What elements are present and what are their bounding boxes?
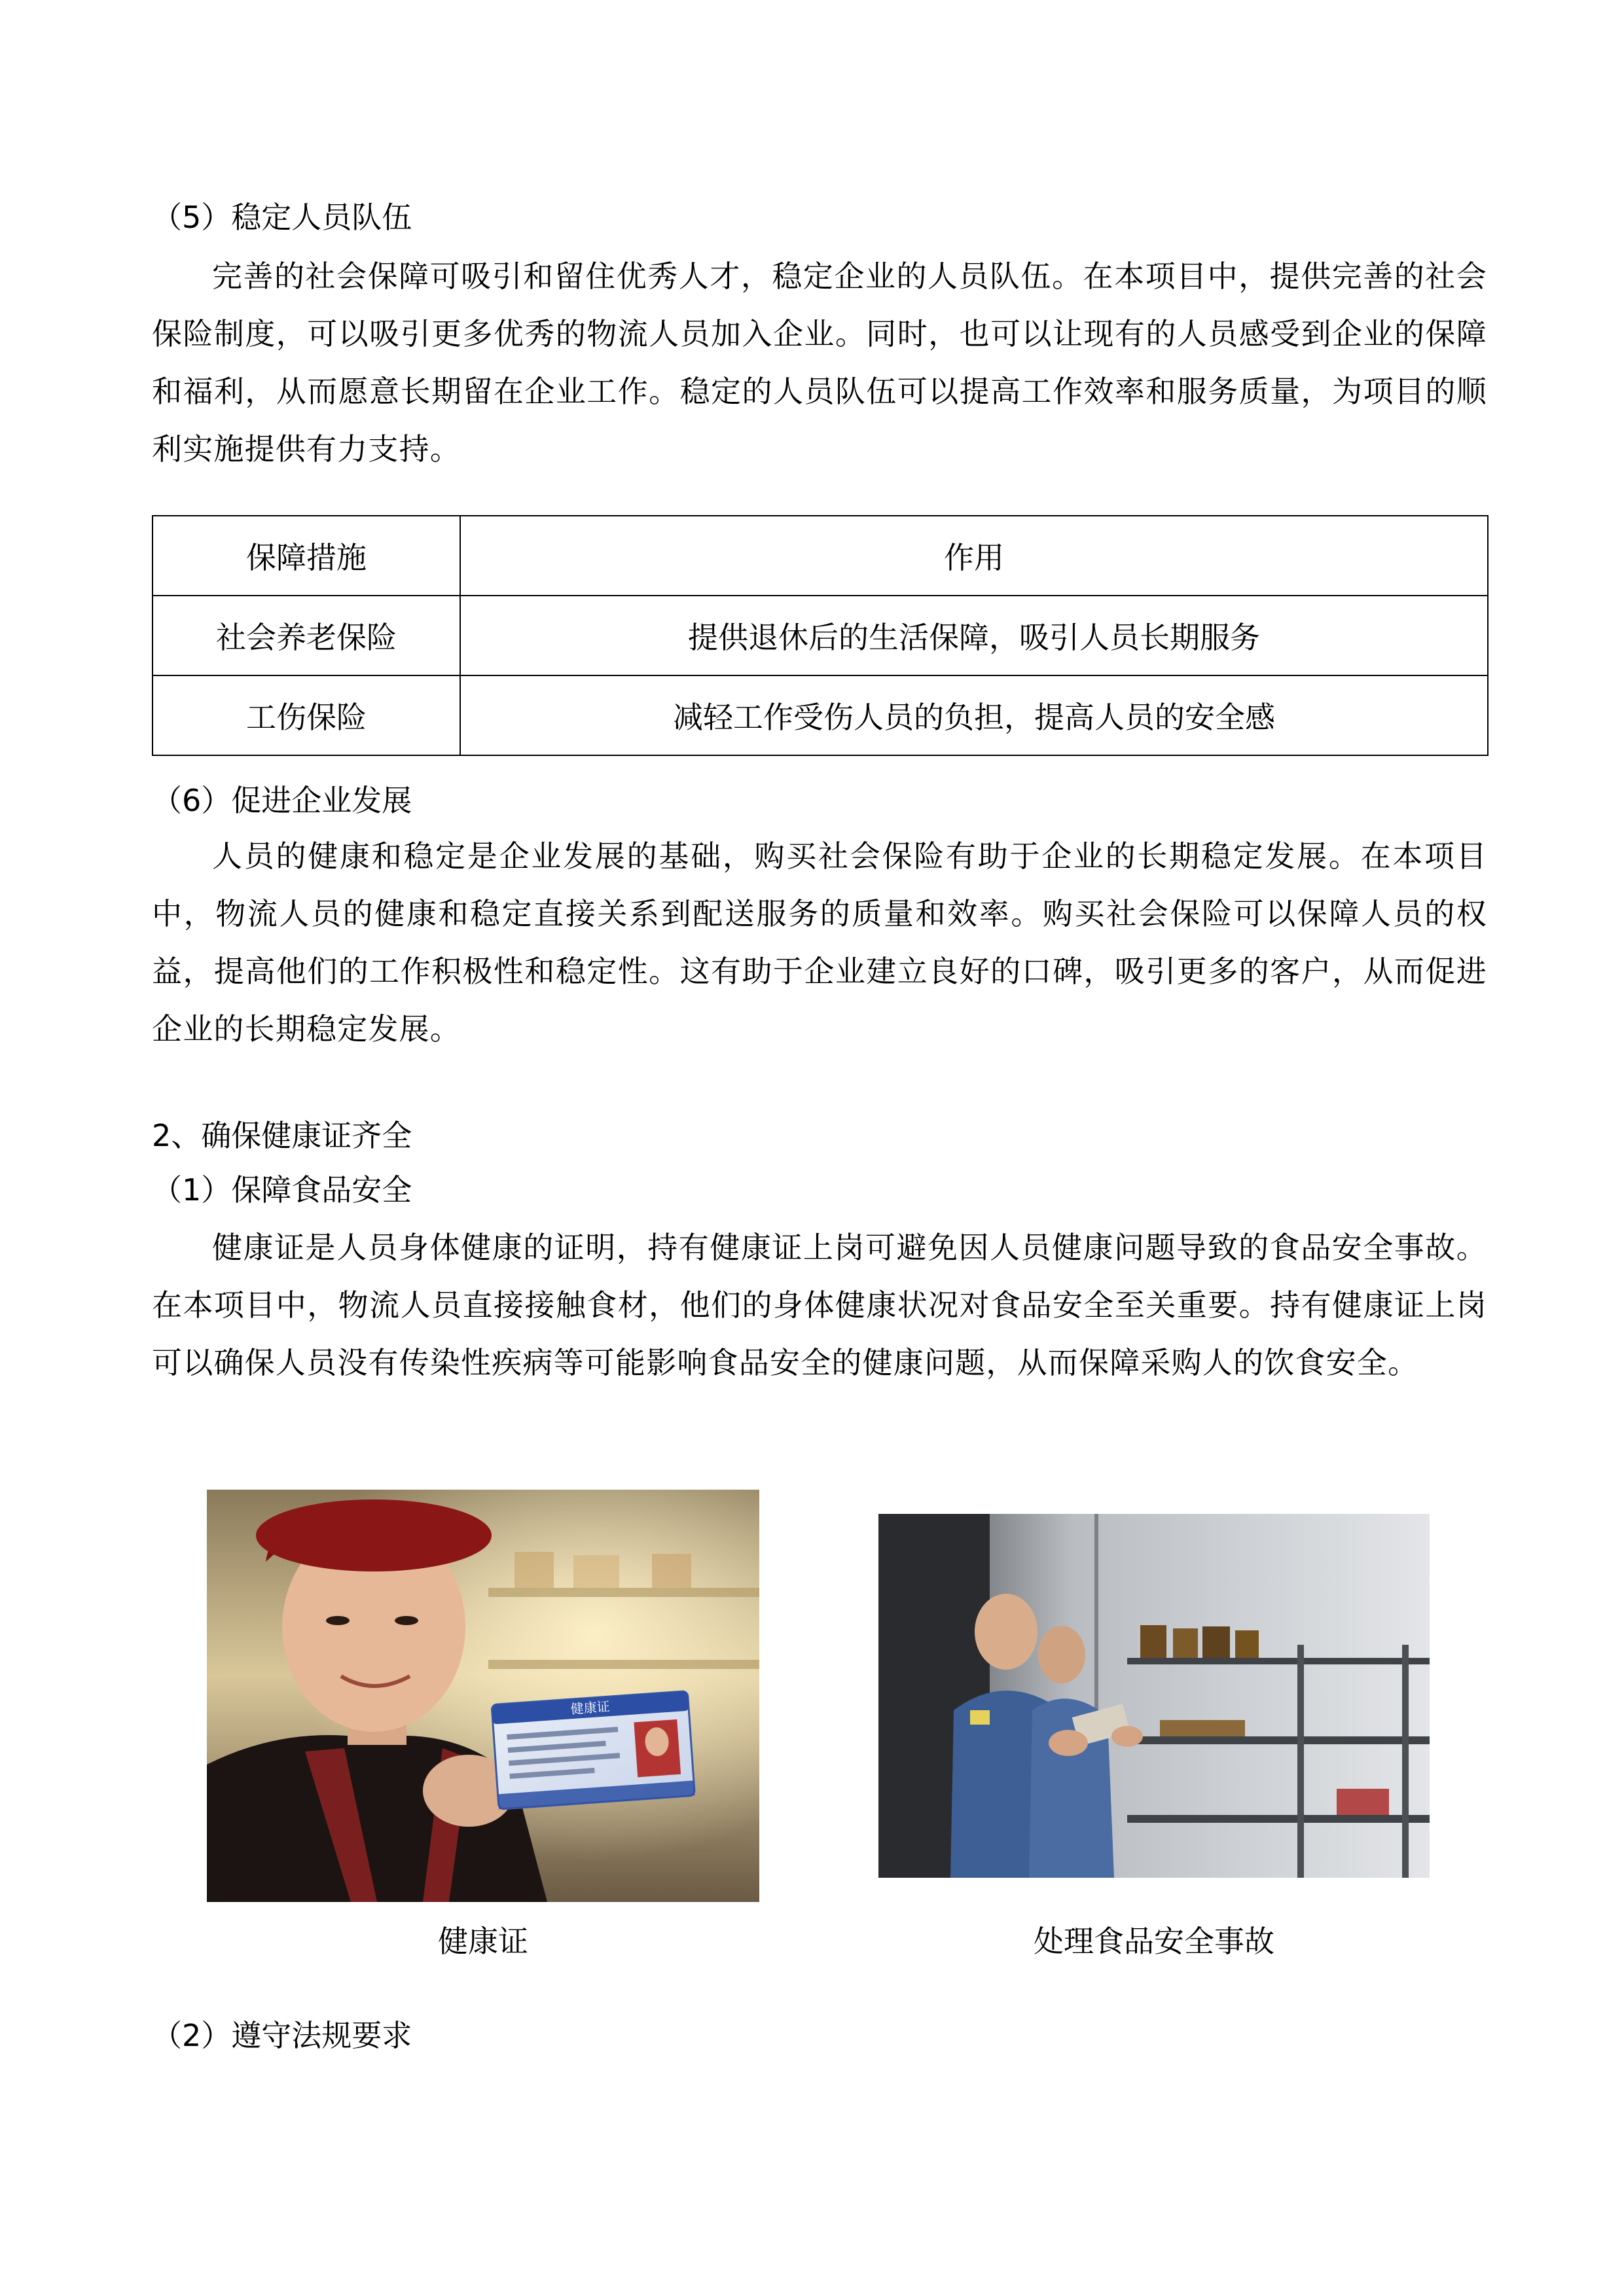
section-2-1-heading: （1）保障食品安全: [152, 1172, 412, 1208]
section-5-heading: （5）稳定人员队伍: [152, 200, 412, 235]
table-cell: 工伤保险: [153, 675, 460, 755]
health-certificate-photo: [207, 1490, 759, 1902]
section-2-heading: 2、确保健康证齐全: [152, 1118, 412, 1153]
insurance-measures-table: [152, 515, 1489, 756]
table-cell: 提供退休后的生活保障，吸引人员长期服务: [460, 596, 1488, 675]
table-header-row: [153, 516, 1488, 596]
left-photo-caption: 健康证: [438, 1924, 528, 1959]
section-2-1-paragraph: 健康证是人员身体健康的证明，持有健康证上岗可避免因人员健康问题导致的食品安全事故。在本项目中，物流人员直接接触食材，他们的身体健康状况对食品安全至关重要。持有健康证上岗可以确保人员没有传染性疾病等可能影响食品安全的健康问题，从而保障采购人的饮食安全。: [152, 1230, 1487, 1380]
section-6-paragraph: 人员的健康和稳定是企业发展的基础，购买社会保险有助于企业的长期稳定发展。在本项目中，物流人员的健康和稳定直接关系到配送服务的质量和效率。购买社会保险可以保障人员的权益，提高他们的工作积极性和稳定性。这有助于企业建立良好的口碑，吸引更多的客户，从而促进企业的长期稳定发展。: [152, 838, 1487, 1047]
food-safety-incident-photo: [878, 1514, 1430, 1878]
table-header-effect: 作用: [460, 516, 1488, 596]
table-cell: 减轻工作受伤人员的负担，提高人员的安全感: [460, 675, 1488, 755]
table-row: [153, 675, 1488, 755]
table-cell: 社会养老保险: [153, 596, 460, 675]
section-6-heading: （6）促进企业发展: [152, 783, 412, 818]
table-row: [153, 596, 1488, 675]
section-2-2-heading: （2）遵守法规要求: [152, 2018, 412, 2053]
section-5-paragraph: 完善的社会保障可吸引和留住优秀人才，稳定企业的人员队伍。在本项目中，提供完善的社会保险制度，可以吸引更多优秀的物流人员加入企业。同时，也可以让现有的人员感受到企业的保障和福利，从而愿意长期留在企业工作。稳定的人员队伍可以提高工作效率和服务质量，为项目的顺利实施提供有力支持。: [152, 259, 1487, 467]
table-header-measure: 保障措施: [153, 516, 460, 596]
right-photo-caption: 处理食品安全事故: [1034, 1924, 1274, 1959]
card-title-text: 健康证: [569, 1698, 611, 1717]
